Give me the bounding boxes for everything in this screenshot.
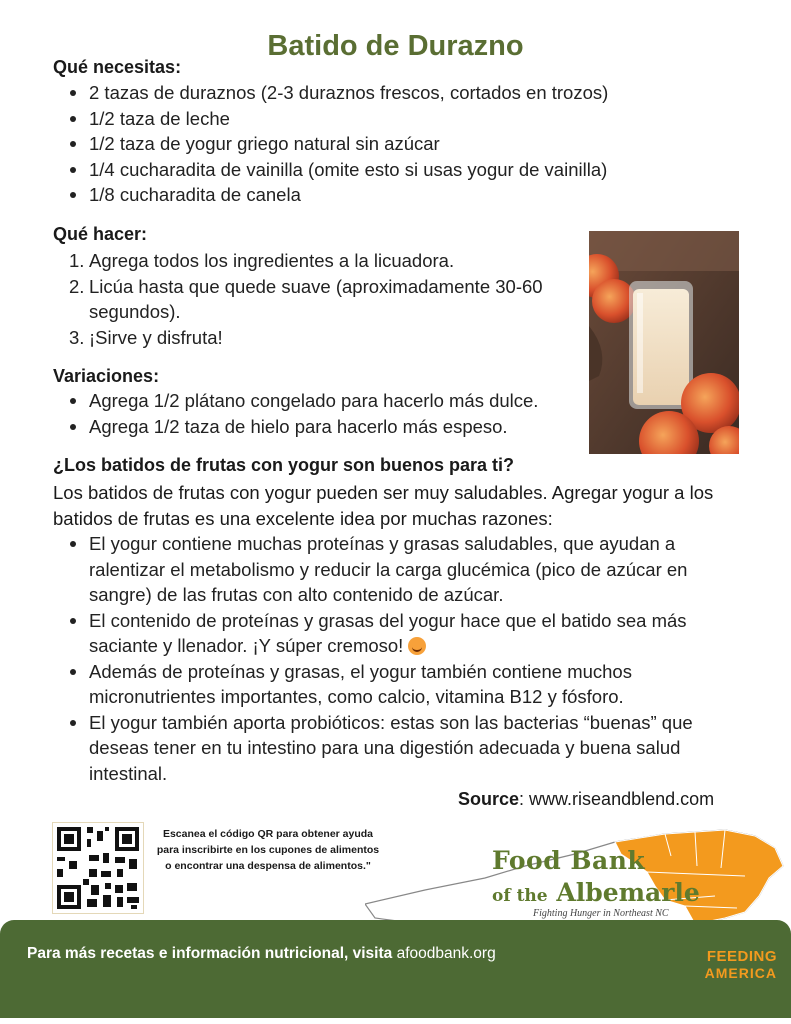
list-item xyxy=(53,248,553,274)
step-text: Agrega todos los ingredientes a la licuadora. xyxy=(89,250,455,271)
qr-caption: Escanea el código QR para obtener ayuda para inscribirte en los cupones de alimentos o encontrar una despensa de alimentos." xyxy=(156,828,380,872)
logo-name-prefix: of the xyxy=(492,886,548,906)
step-text: ¡Sirve y disfruta! xyxy=(89,326,223,348)
logo-name-line2 xyxy=(492,878,700,907)
list-item: El yogur contiene muchas proteínas y grasas saludables, que ayudan a ralentizar el metabolismo y reducir la carga glucémica (pico de azúcar en sangre) de las frutas con alto contenido de azúcar. xyxy=(53,531,753,608)
footer-text xyxy=(27,945,496,963)
question-heading: ¿Los batidos de frutas con yogur son buenos para ti? xyxy=(53,455,515,475)
list-item: 1/8 cucharadita de canela xyxy=(53,182,753,208)
needs-heading: Qué necesitas: xyxy=(53,57,182,77)
list-item-text: El contenido de proteínas y grasas del yogur hace que el batido sea más saciante y llenador. ¡Y súper cremoso! xyxy=(89,609,687,656)
qr-code-graphic xyxy=(53,823,143,913)
logo-tagline: Fighting Hunger in Northeast NC xyxy=(533,908,669,919)
list-item: El yogur también aporta probióticos: estas son las bacterias “buenas” que deseas tener en tu intestino para una digestión adecuada y buena salud intestinal. xyxy=(53,710,753,787)
variations-heading: Variaciones: xyxy=(53,366,160,386)
logo-name-line1: Food Bank xyxy=(492,846,646,875)
list-item xyxy=(53,325,553,351)
logo-name-main: Albemarle xyxy=(556,878,700,907)
source-label: Source xyxy=(458,789,520,809)
list-item: 1/2 taza de yogur griego natural sin azúcar xyxy=(53,131,753,157)
list-item xyxy=(53,274,553,325)
source-url[interactable]: www.riseandblend.com xyxy=(529,789,715,809)
source-line: Source: www.riseandblend.com xyxy=(458,789,715,809)
list-item: 1/2 taza de leche xyxy=(53,106,753,132)
variations-list xyxy=(53,388,613,439)
step-number: 1. xyxy=(69,250,85,271)
steps-list xyxy=(53,248,553,350)
footer-bar xyxy=(0,920,791,1018)
benefits-list xyxy=(53,531,753,786)
list-item xyxy=(53,608,753,659)
qr-code-icon[interactable] xyxy=(52,822,144,914)
list-item: 1/4 cucharadita de vainilla (omite esto si usas yogur de vainilla) xyxy=(53,157,753,183)
feeding-america-logo xyxy=(677,948,777,981)
intro-paragraph: Los batidos de frutas con yogur pueden ser muy saludables. Agregar yogur a los batidos de frutas es una excelente idea por muchas razones: xyxy=(53,482,714,529)
feeding-america-line2: AMERICA xyxy=(704,965,777,981)
smiley-emoji-icon xyxy=(408,637,426,655)
feeding-america-line1: FEEDING xyxy=(706,948,777,965)
footer-message: Para más recetas e información nutricional, visita xyxy=(27,945,393,962)
steps-heading: Qué hacer: xyxy=(53,224,148,244)
step-number: 3. xyxy=(69,326,85,348)
step-number: 2. xyxy=(69,275,85,297)
footer-link[interactable]: afoodbank.org xyxy=(396,945,496,962)
step-text: Licúa hasta que quede suave (aproximadamente 30-60 segundos). xyxy=(89,275,543,322)
ingredients-list xyxy=(53,80,753,208)
list-item: 2 tazas de duraznos (2-3 duraznos frescos, cortados en trozos) xyxy=(53,80,753,106)
list-item: Además de proteínas y grasas, el yogur también contiene muchos micronutrientes importantes, como calcio, vitamina B12 y fósforo. xyxy=(53,659,753,710)
page-title: Batido de Durazno xyxy=(267,30,524,62)
list-item: Agrega 1/2 taza de hielo para hacerlo más espeso. xyxy=(53,414,613,440)
list-item: Agrega 1/2 plátano congelado para hacerlo más dulce. xyxy=(53,388,613,414)
